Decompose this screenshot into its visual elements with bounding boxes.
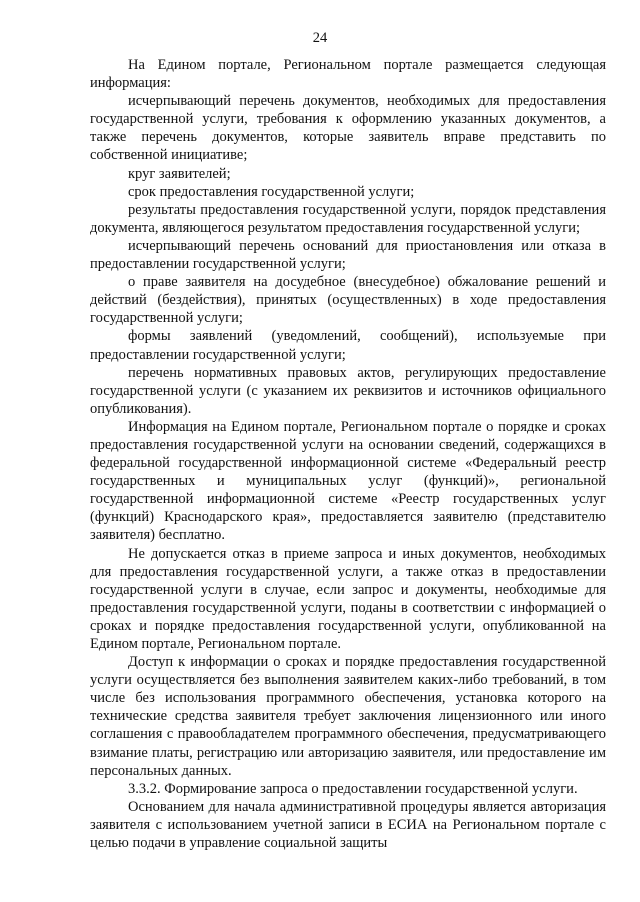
list-item: формы заявлений (уведомлений, сообщений), используемые при предоставлении государственной услуги; [90, 328, 606, 363]
paragraph: На Едином портале, Региональном портале размещается следующая информация: [90, 57, 606, 92]
section-heading: 3.3.2. Формирование запроса о предоставлении государственной услуги. [128, 780, 578, 797]
list-item: срок предоставления государственной услуги; [128, 183, 415, 200]
paragraph: Доступ к информации о сроках и порядке предоставления государственной услуги осуществляется без выполнения заявителем каких-либо требований, в том числе без использования программного обеспечения, установка которого на технические средства заявителя требует заключения лицензионного или иного соглашения с правообладателем программного обеспечения, предусматривающего взимание платы, регистрацию или авторизацию заявителя, или предоставление им персональных данных. [90, 654, 606, 779]
list-item: результаты предоставления государственной услуги, порядок представления документа, являющегося результатом предоставления государственной услуги; [90, 201, 606, 236]
paragraph: Не допускается отказ в приеме запроса и иных документов, необходимых для предоставления государственной услуги, а также отказ в предоставлении государственной услуги в случае, если запрос и документы, необходимые для предоставления государственной услуги, поданы в соответствии с информацией о сроках и порядке предоставления государственной услуги, опубликованной на Едином портале, Региональном портале. [90, 545, 606, 652]
list-item: перечень нормативных правовых актов, регулирующих предоставление государственной услуги (с указанием их реквизитов и источников официального опубликования). [90, 364, 606, 417]
paragraph: Основанием для начала административной процедуры является авторизация заявителя с использованием учетной записи в ЕСИА на Региональном портале с целью подачи в управление социальной защиты [90, 798, 606, 852]
list-item: круг заявителей; [128, 165, 231, 182]
page-number: 24 [312, 30, 328, 46]
paragraph: Информация на Едином портале, Региональном портале о порядке и сроках предоставления государственной услуги на основании сведений, содержащихся в федеральной государственной информационной системе «Федеральный реестр государственных и муниципальных услуг (функций)», региональной государственной информационной системе «Реестр государственных услуг (функций) Краснодарского края», предоставляется заявителю (представителю заявителя) бесплатно. [90, 418, 606, 544]
list-item: о праве заявителя на досудебное (внесудебное) обжалование решений и действий (бездействия), принятых (осуществленных) в ходе предоставления государственной услуги; [90, 274, 606, 327]
list-item: исчерпывающий перечень документов, необходимых для предоставления государственной услуги, требования к оформлению указанных документов, а также перечень документов, которые заявитель вправе представить по собственной инициативе; [90, 93, 606, 164]
document-body [90, 56, 606, 852]
list-item: исчерпывающий перечень оснований для приостановления или отказа в предоставлении государственной услуги; [90, 237, 606, 273]
